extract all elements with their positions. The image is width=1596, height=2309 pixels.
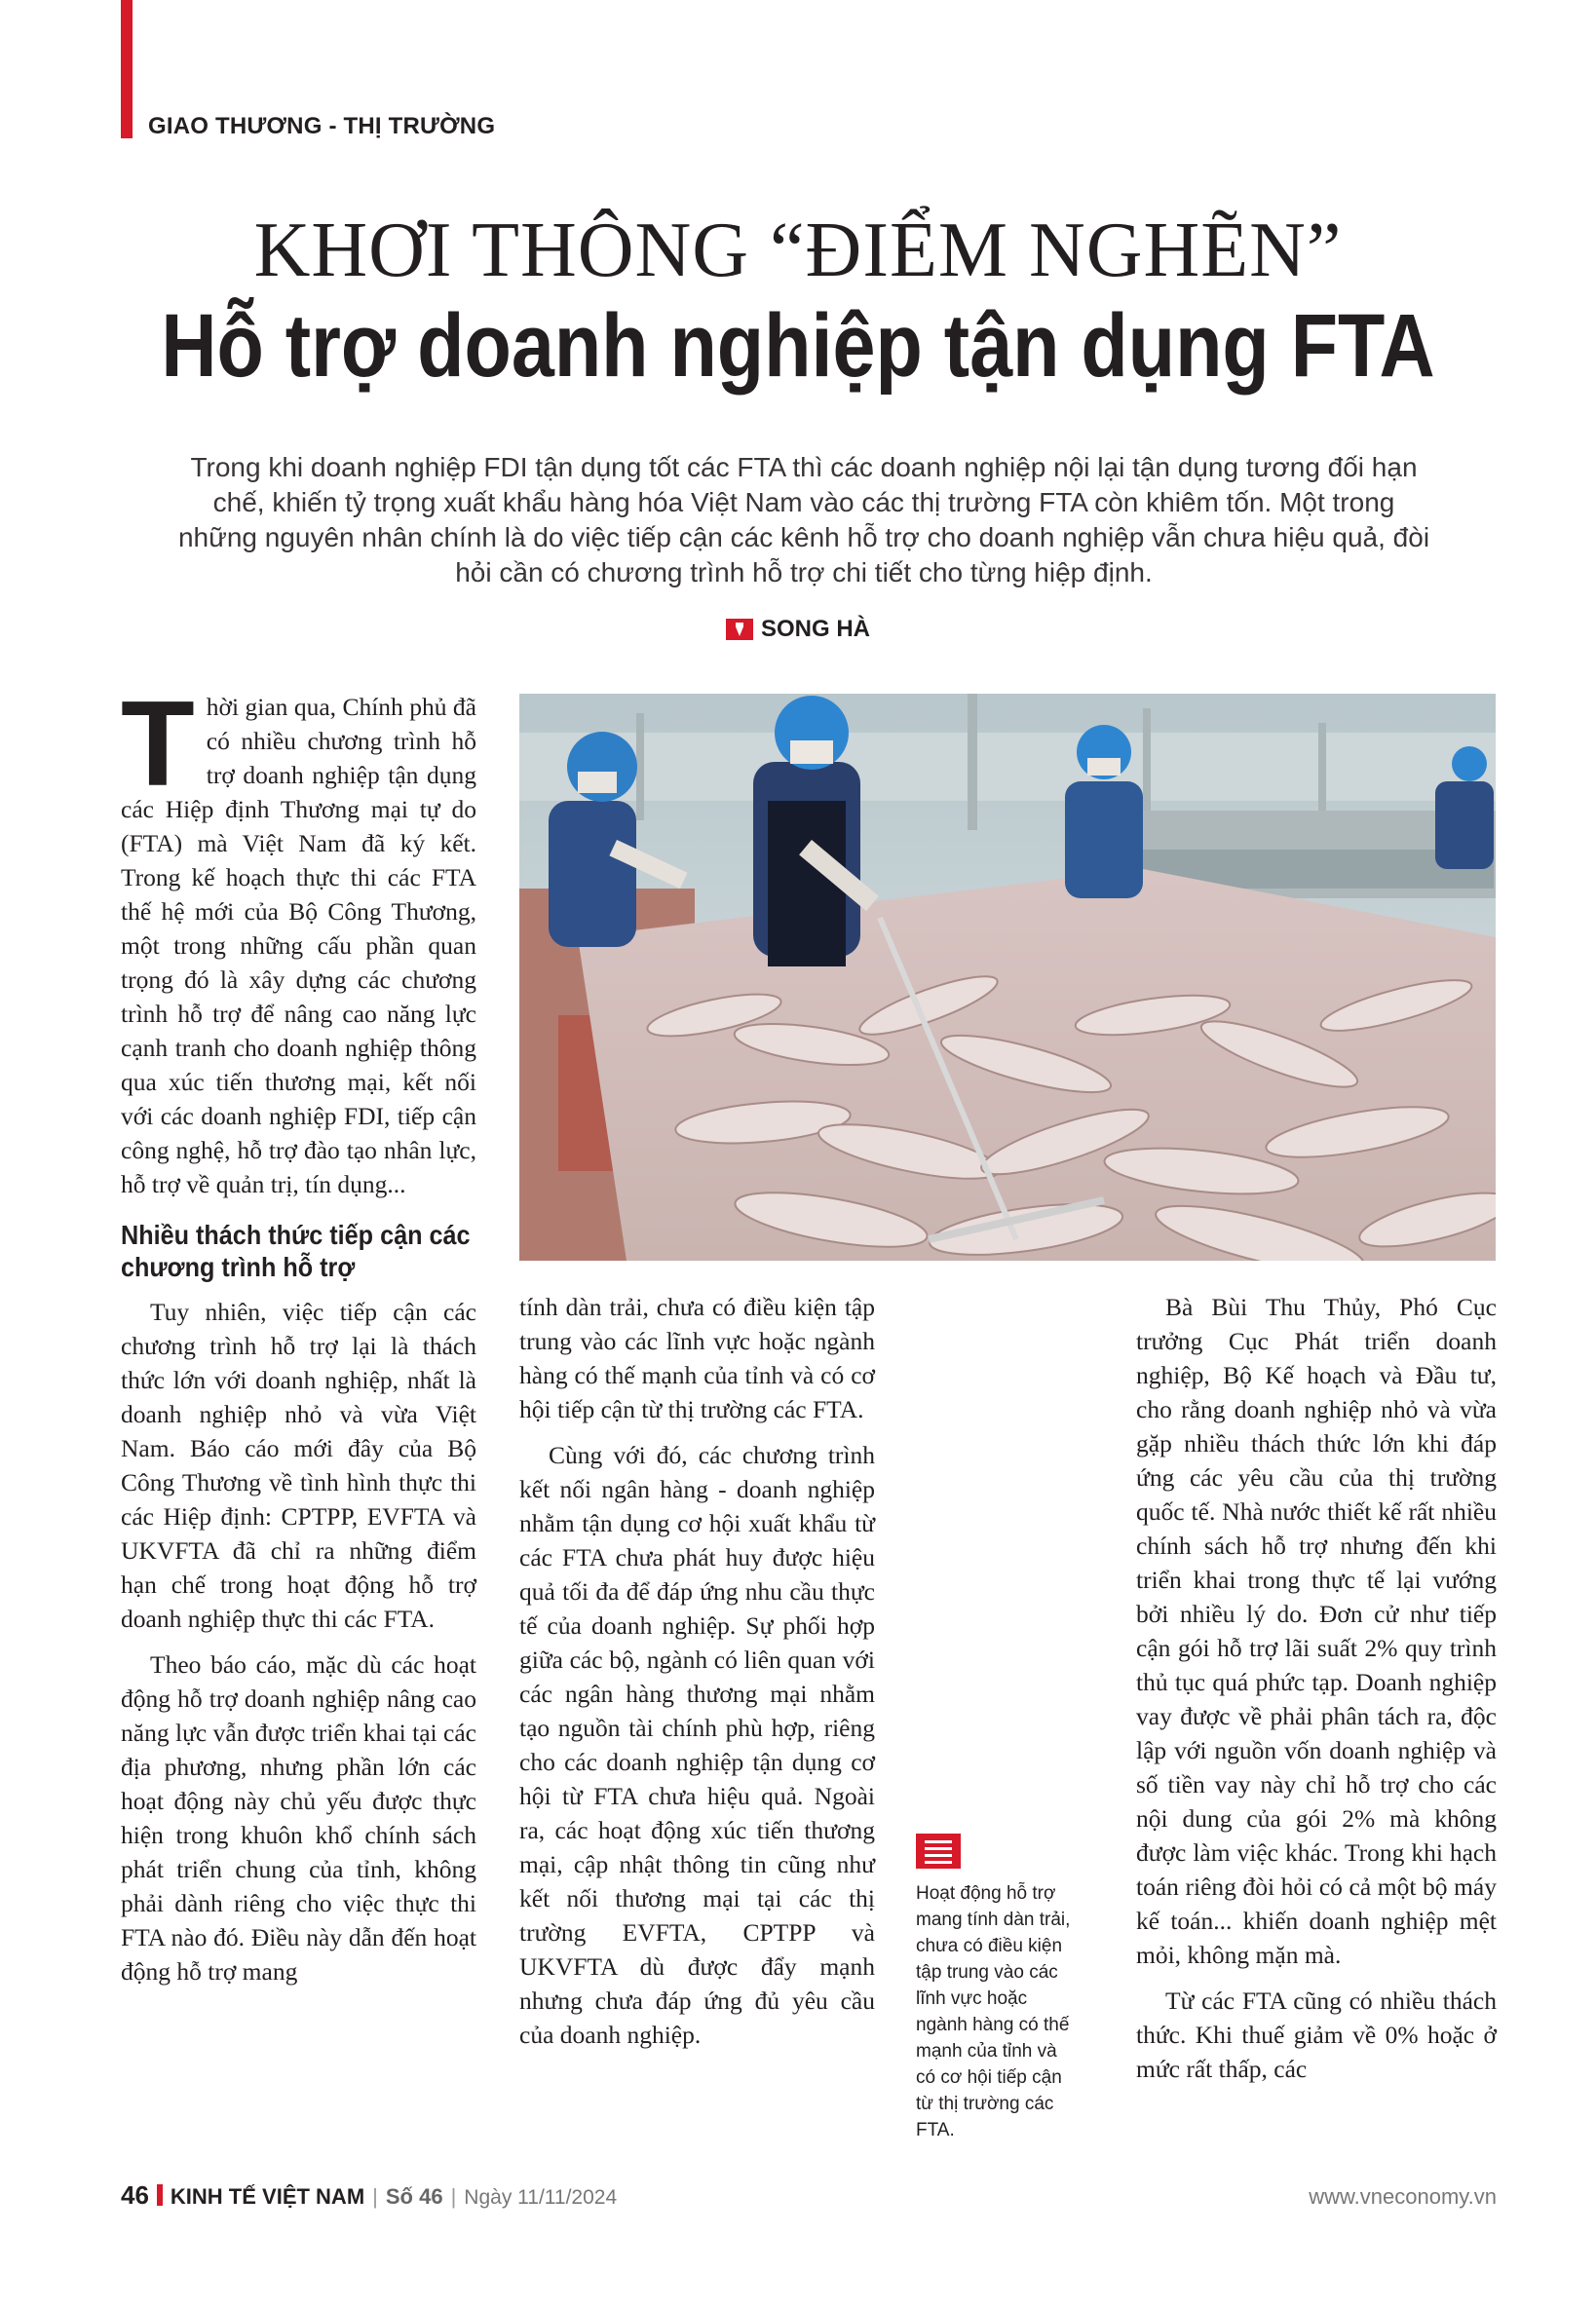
page-number: 46	[121, 2180, 149, 2210]
issue-number: Số 46	[385, 2184, 443, 2209]
drop-cap: T	[121, 677, 195, 812]
section-accent-bar	[121, 0, 133, 138]
magazine-name: KINH TẾ VIỆT NAM	[170, 2184, 365, 2209]
paragraph: Tuy nhiên, việc tiếp cận các chương trình hỗ trợ lại là thách thức lớn với doanh nghiệp, nhất là doanh nghiệp nhỏ và vừa Việt Nam. Báo cáo mới đây của Bộ Công Thương về tình hình thực thi các Hiệp định: CPTPP, EVFTA và UKVFTA đã chỉ ra những điểm hạn chế trong hoạt động hỗ trợ doanh nghiệp thực thi các FTA.	[121, 1298, 476, 1633]
author-name: SONG HÀ	[760, 616, 870, 642]
byline	[0, 616, 1596, 643]
article-headline: Hỗ trợ doanh nghiệp tận dụng FTA	[161, 296, 1435, 396]
paragraph-intro	[121, 677, 476, 1201]
pen-icon	[726, 619, 753, 640]
paragraph: Từ các FTA cũng có nhiều thách thức. Khi thuế giảm về 0% hoặc ở mức rất thấp, các	[1136, 1987, 1497, 2083]
footer-separator: |	[450, 2184, 457, 2209]
paragraph: Bà Bùi Thu Thủy, Phó Cục trưởng Cục Phát triển doanh nghiệp, Bộ Kế hoạch và Đầu tư, cho rằng doanh nghiệp nhỏ và vừa gặp nhiều thách thức lớn khi đáp ứng các yêu cầu của thị trường quốc tế. Nhà nước thiết kế rất nhiều chính sách hỗ trợ nhưng đến khi triển khai trong thực tế lại vướng bởi nhiều lý do. Đơn cử như tiếp cận gói hỗ trợ lãi suất 2% quy trình thủ tục quá phức tạp. Doanh nghiệp vay được về phải phân tách ra, độc lập với nguồn vốn doanh nghiệp và số tiền vay này chỉ hỗ trợ cho các nội dung của gói 2% mà không được làm việc khác. Trong khi hạch toán riêng đòi hỏi có cả một bộ máy kế toán... khiến doanh nghiệp mệt mỏi, không mặn mà.	[1136, 1293, 1497, 1969]
paragraph: tính dàn trải, chưa có điều kiện tập trung vào các lĩnh vực hoặc ngành hàng có thế mạnh của tỉnh và có cơ hội tiếp cận từ thị trường các FTA.	[519, 1293, 875, 1423]
pull-quote	[916, 1834, 1072, 2143]
article-column-3	[1136, 1290, 1497, 2086]
article-lead: Trong khi doanh nghiệp FDI tận dụng tốt các FTA thì các doanh nghiệp nội lại tận dụng tương đối hạn chế, khiến tỷ trọng xuất khẩu hàng hóa Việt Nam vào các thị trường FTA còn khiêm tốn. Một trong những nguyên nhân chính là do việc tiếp cận các kênh hỗ trợ cho doanh nghiệp vẫn chưa hiệu quả, đòi hỏi cần có chương trình hỗ trợ chi tiết cho từng hiệp định.	[177, 452, 1430, 587]
section-subhead: Nhiều thách thức tiếp cận các chương trình hỗ trợ	[121, 1220, 471, 1282]
footer-separator: |	[372, 2184, 378, 2209]
fish-processing-photo	[519, 694, 1496, 1261]
article-column-1	[121, 677, 476, 1988]
footer-divider	[157, 2184, 163, 2206]
pull-quote-text: Hoạt động hỗ trợ mang tính dàn trải, chưa có điều kiện tập trung vào các lĩnh vực hoặc ngành hàng có thế mạnh của tỉnh và có cơ hội tiếp cận từ thị trường các FTA.	[916, 1883, 1071, 2140]
intro-text: hời gian qua, Chính phủ đã có nhiều chương trình hỗ trợ doanh nghiệp tận dụng các Hiệp định Thương mại tự do (FTA) mà Việt Nam đã ký kết. Trong kế hoạch thực thi các FTA thế hệ mới của Bộ Công Thương, một trong những cấu phần quan trọng đó là xây dựng các chương trình hỗ trợ để nâng cao năng lực cạnh tranh cho doanh nghiệp thông qua xúc tiến thương mại, kết nối với các doanh nghiệp FDI, tiếp cận công nghệ, hỗ trợ đào tạo nhân lực, hỗ trợ về quản trị, tín dụng...	[121, 693, 476, 1198]
paragraph: Cùng với đó, các chương trình kết nối ngân hàng - doanh nghiệp nhằm tận dụng cơ hội xuất khẩu từ các FTA chưa phát huy được hiệu quả tối đa để đáp ứng nhu cầu thực tế của doanh nghiệp. Sự phối hợp giữa các bộ, ngành có liên quan với các ngân hàng thương mại nhằm tạo nguồn tài chính phù hợp, riêng cho các doanh nghiệp tận dụng cơ hội từ FTA chưa hiệu quả. Ngoài ra, các hoạt động xúc tiến thương mại, cập nhật thông tin cũng như kết nối thương mại tại các thị trường EVFTA, CPTPP và UKVFTA dù được đẩy mạnh nhưng chưa đáp ứng đủ yêu cầu của doanh nghiệp.	[519, 1441, 875, 2049]
section-label: GIAO THƯƠNG - THỊ TRƯỜNG	[148, 113, 496, 139]
page-footer	[121, 2180, 1497, 2214]
quote-list-icon	[916, 1834, 961, 1869]
article-column-2	[519, 1290, 875, 2052]
article-photo	[519, 694, 1496, 1261]
article-kicker: KHƠI THÔNG “ĐIỂM NGHẼN”	[253, 208, 1343, 293]
issue-date: Ngày 11/11/2024	[464, 2186, 618, 2209]
paragraph: Theo báo cáo, mặc dù các hoạt động hỗ trợ doanh nghiệp nâng cao năng lực vẫn được triển khai tại các địa phương, nhưng phần lớn các hoạt động này chủ yếu được thực hiện trong khuôn khổ chính sách phát triển chung của tỉnh, không phải dành riêng cho việc thực thi FTA nào đó. Điều này dẫn đến hoạt động hỗ trợ mang	[121, 1650, 476, 1986]
website-link[interactable]: www.vneconomy.vn	[1309, 2184, 1497, 2209]
